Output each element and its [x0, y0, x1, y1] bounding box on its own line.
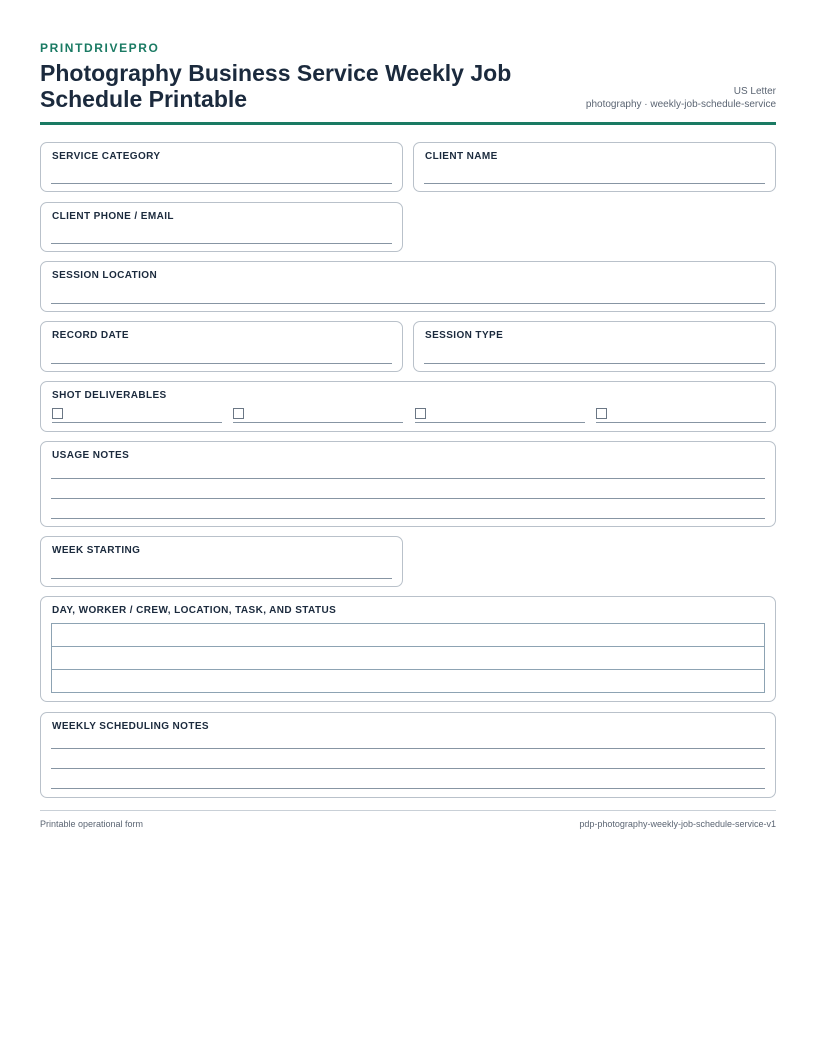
- weekly-notes-line[interactable]: [51, 788, 765, 789]
- record-date-field: [40, 321, 403, 372]
- table-row: [52, 624, 765, 647]
- session-type-field: [413, 321, 776, 372]
- usage-notes-label: USAGE NOTES: [52, 450, 130, 461]
- week-starting-input[interactable]: [51, 578, 392, 579]
- service-category-field: [40, 142, 403, 192]
- table-row: [52, 670, 765, 693]
- deliverable-input[interactable]: [415, 422, 585, 423]
- week-starting-field: [40, 536, 403, 587]
- footer-rule: [40, 810, 776, 811]
- deliverable-input[interactable]: [596, 422, 766, 423]
- service-category-label: SERVICE CATEGORY: [52, 151, 161, 162]
- weekly-notes-label: WEEKLY SCHEDULING NOTES: [52, 721, 209, 732]
- session-location-field: [40, 261, 776, 312]
- session-location-input[interactable]: [51, 303, 765, 304]
- header-rule: [40, 122, 776, 125]
- footer-form-id: pdp-photography-weekly-job-schedule-service-v1: [579, 819, 776, 829]
- usage-notes-field: [40, 441, 776, 527]
- checkbox[interactable]: [52, 408, 63, 419]
- weekly-notes-field: [40, 712, 776, 798]
- checkbox[interactable]: [415, 408, 426, 419]
- checkbox[interactable]: [596, 408, 607, 419]
- session-type-label: SESSION TYPE: [425, 330, 504, 341]
- schedule-table: [51, 623, 765, 693]
- weekly-notes-line[interactable]: [51, 768, 765, 769]
- form-slug: photography · weekly-job-schedule-service: [585, 99, 776, 110]
- paper-size: US Letter: [733, 86, 776, 97]
- table-cell[interactable]: [52, 624, 765, 647]
- usage-notes-line[interactable]: [51, 478, 765, 479]
- record-date-label: RECORD DATE: [52, 330, 129, 341]
- week-starting-label: WEEK STARTING: [52, 545, 141, 556]
- weekly-notes-line[interactable]: [51, 748, 765, 749]
- schedule-table-field: [40, 596, 776, 702]
- record-date-input[interactable]: [51, 363, 392, 364]
- brand-name: PRINTDRIVEPRO: [40, 41, 160, 55]
- client-contact-input[interactable]: [51, 243, 392, 244]
- shot-deliverables-label: SHOT DELIVERABLES: [52, 390, 167, 401]
- deliverable-input[interactable]: [52, 422, 222, 423]
- session-location-label: SESSION LOCATION: [52, 270, 158, 281]
- table-cell[interactable]: [52, 670, 765, 693]
- deliverable-input[interactable]: [233, 422, 403, 423]
- checkbox[interactable]: [233, 408, 244, 419]
- client-contact-field: [40, 202, 403, 252]
- page-title: Photography Business Service Weekly Job Schedule Printable: [40, 60, 512, 112]
- session-type-input[interactable]: [424, 363, 765, 364]
- table-cell[interactable]: [52, 647, 765, 670]
- client-name-label: CLIENT NAME: [425, 151, 498, 162]
- service-category-input[interactable]: [51, 183, 392, 184]
- deliverable-item: [596, 408, 766, 423]
- shot-deliverables-field: [40, 381, 776, 432]
- schedule-table-label: DAY, WORKER / CREW, LOCATION, TASK, AND STATUS: [52, 605, 337, 616]
- footer-left-text: Printable operational form: [40, 819, 144, 829]
- client-contact-label: CLIENT PHONE / EMAIL: [52, 211, 174, 222]
- deliverable-item: [52, 408, 222, 423]
- client-name-field: [413, 142, 776, 192]
- page-meta: [586, 85, 776, 111]
- usage-notes-line[interactable]: [51, 498, 765, 499]
- usage-notes-line[interactable]: [51, 518, 765, 519]
- deliverable-item: [415, 408, 585, 423]
- deliverable-item: [233, 408, 403, 423]
- client-name-input[interactable]: [424, 183, 765, 184]
- table-row: [52, 647, 765, 670]
